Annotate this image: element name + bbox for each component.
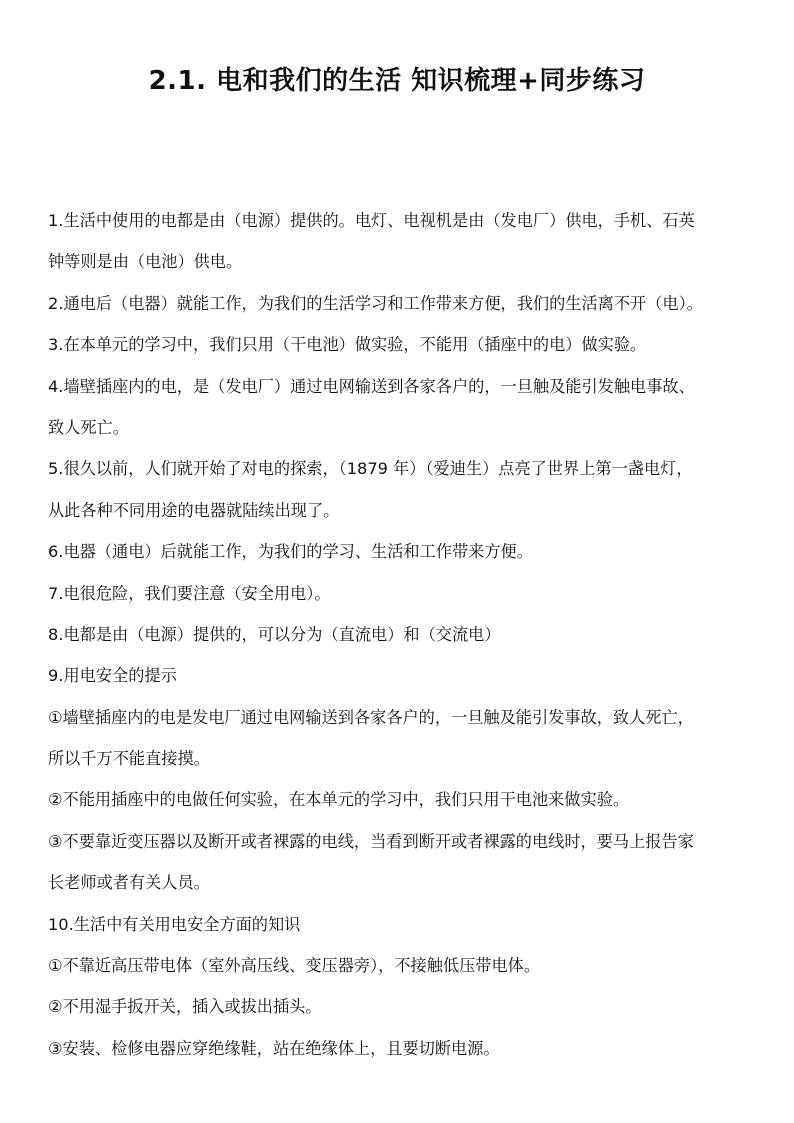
- text-line: 3.在本单元的学习中，我们只用（干电池）做实验，不能用（插座中的电）做实验。: [48, 335, 647, 355]
- text-line: 4.墙壁插座内的电，是（发电厂）通过电网输送到各家各户的，一旦触及能引发触电事故、: [48, 376, 695, 396]
- text-line: 所以千万不能直接摸。: [48, 749, 210, 769]
- text-line: 5.很久以前，人们就开始了对电的探索，（1879 年）（爱迪生）点亮了世界上第一盏电灯，: [48, 459, 693, 479]
- text-line: 10.生活中有关用电安全方面的知识: [48, 914, 301, 934]
- text-line: 9.用电安全的提示: [48, 666, 177, 686]
- text-line: 7.电很危险，我们要注意（安全用电）。: [48, 583, 331, 603]
- text-line: ②不用湿手扳开关，插入或拔出插头。: [48, 997, 322, 1017]
- text-line: ③安装、检修电器应穿绝缘鞋，站在绝缘体上，且要切断电源。: [48, 1038, 500, 1058]
- text-line: 2.通电后（电器）就能工作，为我们的生活学习和工作带来方便，我们的生活离不开（电）。: [48, 293, 703, 313]
- text-line: 致人死亡。: [48, 417, 129, 437]
- document-body: [48, 200, 760, 1069]
- text-line: 8.电都是由（电源）提供的，可以分为（直流电）和（交流电）: [48, 624, 501, 644]
- text-line: ①墙壁插座内的电是发电厂通过电网输送到各家各户的，一旦触及能引发事故，致人死亡，: [48, 707, 694, 727]
- text-line: 钟等则是由（电池）供电。: [48, 252, 243, 272]
- text-line: 6.电器（通电）后就能工作，为我们的学习、生活和工作带来方便。: [48, 542, 533, 562]
- text-line: ③不要靠近变压器以及断开或者裸露的电线，当看到断开或者裸露的电线时，要马上报告家: [48, 831, 694, 851]
- text-line: 从此各种不同用途的电器就陆续出现了。: [48, 500, 340, 520]
- text-line: 长老师或者有关人员。: [48, 873, 210, 893]
- text-line: 1.生活中使用的电都是由（电源）提供的。电灯、电视机是由（发电厂）供电，手机、石英: [48, 211, 695, 230]
- document-title: 2.1. 电和我们的生活 知识梳理+同步练习: [148, 66, 646, 96]
- text-line: ②不能用插座中的电做任何实验，在本单元的学习中，我们只用干电池来做实验。: [48, 790, 630, 810]
- text-line: ①不靠近高压带电体（室外高压线、变压器旁），不接触低压带电体。: [48, 956, 541, 976]
